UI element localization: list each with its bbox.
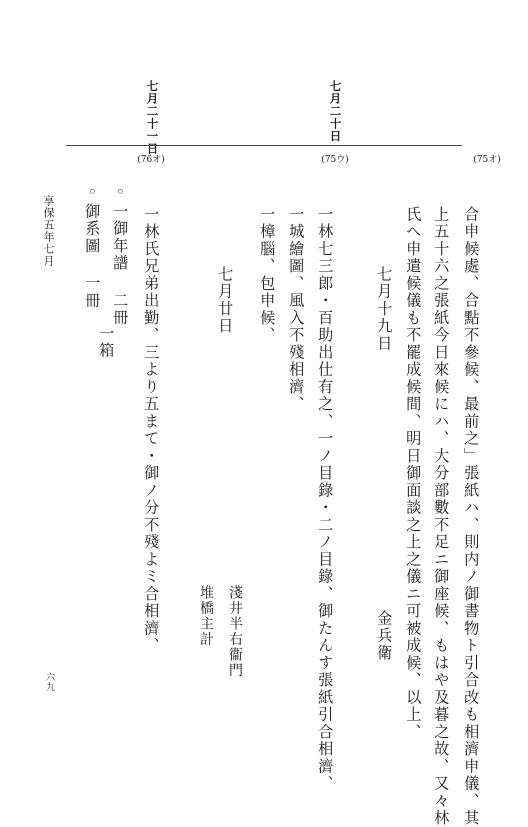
text-line: 一城繪圖、風入不殘相濟、	[287, 206, 306, 413]
text-line: 合申候處、合點不參候、最前之」張紙ハ、則内ノ御書物ト引合改も相濟申儀、其	[462, 206, 481, 827]
page-number: 六九	[44, 672, 54, 692]
page-ref-76o: (76オ)	[137, 155, 165, 165]
letter-date: 七月廿日	[216, 266, 235, 335]
text-line: 一林七三郎・百助出仕有之、一ノ目錄・二ノ目錄、御たんす張紙引合相濟、	[316, 206, 335, 793]
text-line: 上五十六之張紙今日來候にハ、大分部數不足ニ御座候、もはや及暮之故、又々林	[432, 206, 451, 827]
page-ref-75o: (75オ)	[473, 155, 501, 165]
text-line: 氏へ申遣候儀も不罷成候間、明日御面談之上之儀ニ可被成候、以上、	[404, 206, 423, 741]
date-heading-jul20: 七月二十日	[328, 80, 343, 143]
letter-signature: 金兵衛	[375, 610, 394, 662]
text-line: 一箱	[97, 325, 116, 360]
letter-date: 七月十九日	[375, 266, 394, 353]
letter-signature: 堆橋主計	[198, 585, 214, 647]
header-rule	[66, 145, 462, 146]
text-line: ◦一御年譜 二冊	[111, 183, 130, 327]
text-line: 一林氏兄弟出勤、三より五まて・御ノ分不殘よミ合相濟、	[142, 206, 161, 655]
date-heading-jul21: 七月二十一日	[145, 80, 160, 155]
running-head: 享保五年七月	[42, 195, 55, 267]
letter-signature: 淺井半右衞門	[227, 585, 243, 678]
page-ref-75u: (75ウ)	[321, 155, 349, 165]
text-line: ◦御系圖 一冊	[83, 183, 102, 310]
text-line: 一樟腦、包申候、	[258, 206, 277, 344]
